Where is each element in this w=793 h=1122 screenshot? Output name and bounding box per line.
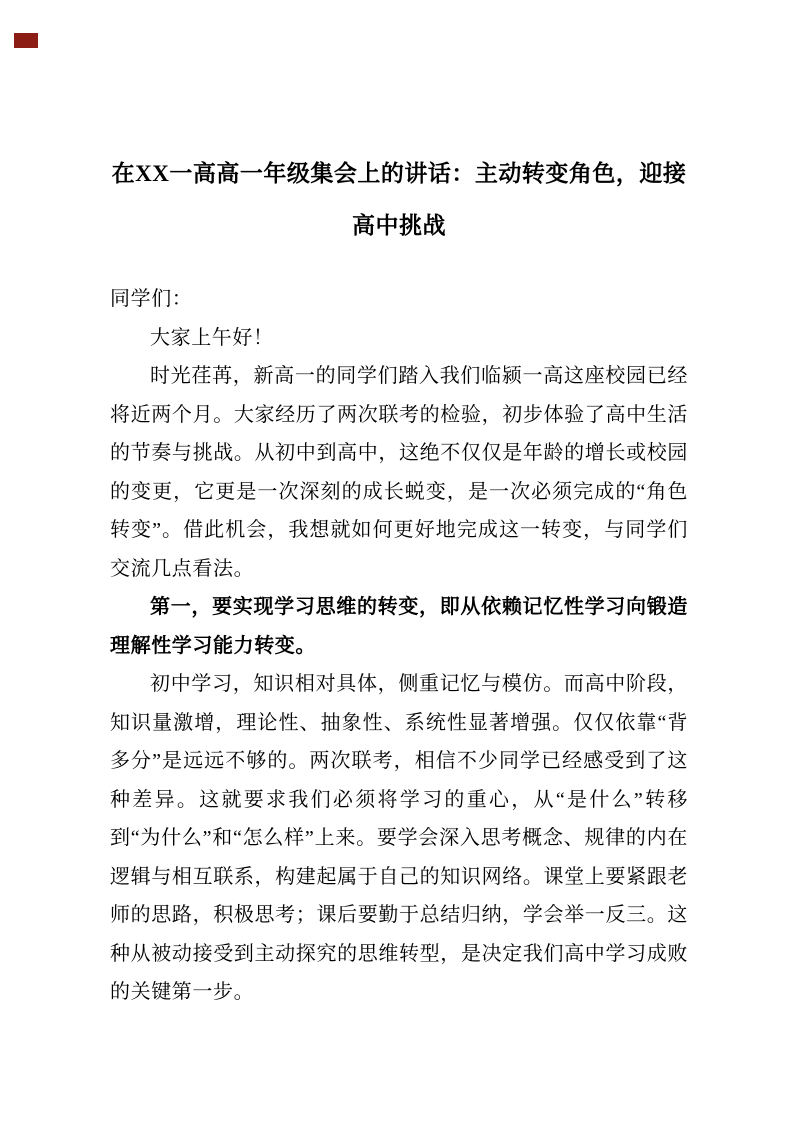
- paragraph-intro: 时光荏苒，新高一的同学们踏入我们临颍一高这座校园已经将近两个月。大家经历了两次联考的检验，初步体验了高中生活的节奏与挑战。从初中到高中，这绝不仅仅是年龄的增长或校园的变更，它更是一次深刻的成长蜕变，是一次必须完成的“角色转变”。借此机会，我想就如何更好地完成这一转变，与同学们交流几点看法。: [110, 365, 688, 580]
- document-body: [110, 280, 688, 1012]
- paragraph-point-one-body: 初中学习，知识相对具体，侧重记忆与模仿。而高中阶段，知识量激增，理论性、抽象性、系统性显著增强。仅仅依靠“背多分”是远远不够的。两次联考，相信不少同学已经感受到了这种差异。这就要求我们必须将学习的重心，从“是什么”转移到“为什么”和“怎么样”上来。要学会深入思考概念、规律的内在逻辑与相互联系，构建起属于自己的知识网络。课堂上要紧跟老师的思路，积极思考；课后要勤于总结归纳，学会举一反三。这种从被动接受到主动探究的思维转型，是决定我们高中学习成败的关键第一步。: [110, 673, 688, 1003]
- document-content: [110, 148, 688, 1012]
- paragraph-point-one-heading: 第一，要实现学习思维的转变，即从依赖记忆性学习向锻造理解性学习能力转变。: [110, 596, 688, 657]
- document-title: 在XX一高高一年级集会上的讲话：主动转变角色，迎接高中挑战: [111, 161, 687, 238]
- paragraph-greeting: 大家上午好！: [150, 326, 274, 349]
- page-corner-mark: [14, 33, 38, 48]
- paragraph-salutation: 同学们：: [110, 288, 193, 310]
